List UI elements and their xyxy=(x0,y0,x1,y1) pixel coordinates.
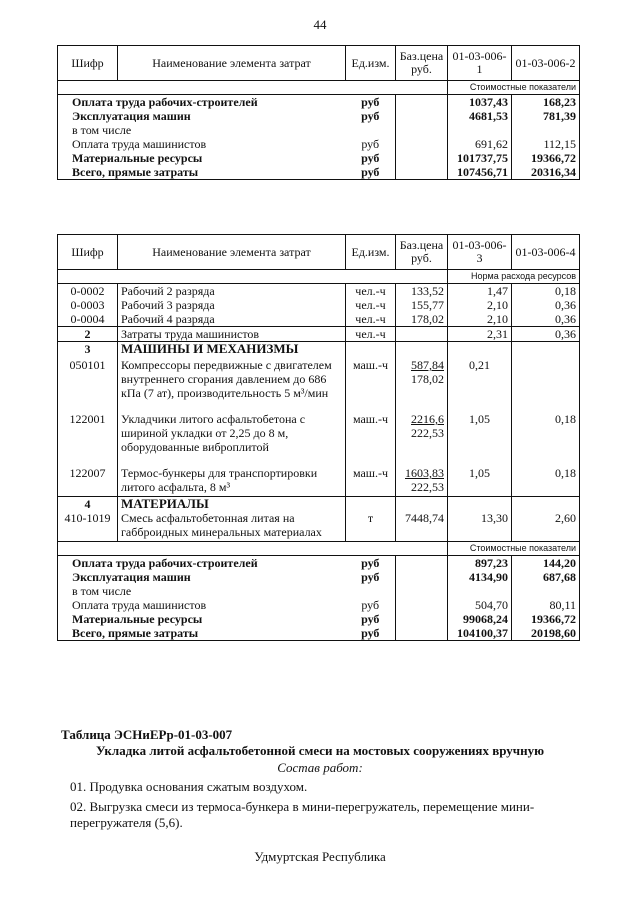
row-base-price xyxy=(396,123,448,137)
row-unit xyxy=(346,123,396,137)
work-item-2-cont: перегружателя (5,6). xyxy=(70,815,183,830)
row-base-price xyxy=(396,570,448,584)
subheader-cost: Стоимостные показатели xyxy=(448,81,580,95)
table-row xyxy=(58,497,580,512)
subheader-norm: Норма расхода ресурсов xyxy=(448,270,580,284)
row-name: Оплата труда рабочих-строителей xyxy=(58,556,346,571)
row-value-1: 0,21 xyxy=(448,356,512,402)
row-value-2: 0,18 xyxy=(512,456,580,497)
row-unit xyxy=(346,342,396,357)
row-value-2: 687,68 xyxy=(512,570,580,584)
row-value-2: 168,23 xyxy=(512,95,580,110)
row-base-price xyxy=(396,402,448,456)
row-value-1: 2,10 xyxy=(448,298,512,312)
table-row xyxy=(58,165,580,180)
header-name: Наименование элемента затрат xyxy=(118,46,346,81)
row-base-price xyxy=(396,109,448,123)
table-row xyxy=(58,109,580,123)
row-code: 2 xyxy=(58,327,118,342)
row-value-2: 0,36 xyxy=(512,298,580,312)
row-base-price xyxy=(396,151,448,165)
section-title: Укладка литой асфальтобетонной смеси на мостовых сооружениях вручную xyxy=(95,743,545,758)
row-base-price xyxy=(396,342,448,357)
row-base-price xyxy=(396,327,448,342)
row-base-price xyxy=(396,165,448,180)
table-row xyxy=(58,123,580,137)
row-unit: руб xyxy=(346,165,396,180)
price-line-2: 222,53 xyxy=(411,480,444,494)
footer-region: Удмуртская Республика xyxy=(254,849,386,864)
price-line-2: 222,53 xyxy=(411,426,444,440)
row-value-1: 1037,43 xyxy=(448,95,512,110)
price-line-1: 587,84 xyxy=(411,358,444,372)
row-code: 050101 xyxy=(58,356,118,402)
row-value-2: 20198,60 xyxy=(512,626,580,641)
table-row xyxy=(58,327,580,342)
row-base-price xyxy=(396,612,448,626)
table-row xyxy=(58,151,580,165)
row-code: 0-0003 xyxy=(58,298,118,312)
header-unit: Ед.изм. xyxy=(346,46,396,81)
row-value-2 xyxy=(512,356,580,402)
row-value-1 xyxy=(448,584,512,598)
row-name: Укладчики литого асфальтобетона с шириной укладки от 2,25 до 8 м, оборудованные виброплитой xyxy=(118,402,346,456)
row-value-1: 897,23 xyxy=(448,556,512,571)
row-value-1: 99068,24 xyxy=(448,612,512,626)
row-unit: руб xyxy=(346,598,396,612)
row-value-1: 691,62 xyxy=(448,137,512,151)
row-value-2: 19366,72 xyxy=(512,612,580,626)
row-value-2 xyxy=(512,123,580,137)
row-value-2: 781,39 xyxy=(512,109,580,123)
row-name: Оплата труда машинистов xyxy=(58,598,346,612)
row-unit: чел.-ч xyxy=(346,312,396,327)
row-code: 122001 xyxy=(58,402,118,456)
row-name: Рабочий 4 разряда xyxy=(118,312,346,327)
row-base-price xyxy=(396,456,448,497)
header-unit: Ед.изм. xyxy=(346,235,396,270)
row-unit xyxy=(346,584,396,598)
table-row xyxy=(58,95,580,110)
row-base-price: 133,52 xyxy=(396,284,448,299)
row-unit: руб xyxy=(346,137,396,151)
header-col-1: 01-03-006-1 xyxy=(448,46,512,81)
row-name: Затраты труда машинистов xyxy=(118,327,346,342)
section-name: МАШИНЫ И МЕХАНИЗМЫ xyxy=(118,342,346,357)
resource-table-2 xyxy=(57,234,580,641)
row-name: Эксплуатация машин xyxy=(58,570,346,584)
row-unit: маш.-ч xyxy=(346,456,396,497)
row-unit: чел.-ч xyxy=(346,327,396,342)
section-code: 3 xyxy=(58,342,118,357)
row-code: 122007 xyxy=(58,456,118,497)
row-name: Материальные ресурсы xyxy=(58,612,346,626)
row-value-1: 504,70 xyxy=(448,598,512,612)
row-unit xyxy=(346,497,396,512)
work-item-2: 02. Выгрузка смеси из термоса-бункера в мини-перегружатель, перемещение мини- xyxy=(70,799,535,814)
row-base-price: 7448,74 xyxy=(396,511,448,542)
row-value-1: 107456,71 xyxy=(448,165,512,180)
header-col-3: 01-03-006-3 xyxy=(448,235,512,270)
row-name: Рабочий 2 разряда xyxy=(118,284,346,299)
header-col-4: 01-03-006-4 xyxy=(512,235,580,270)
row-value-2 xyxy=(512,584,580,598)
works-heading: Состав работ: xyxy=(277,760,363,775)
row-unit: маш.-ч xyxy=(346,402,396,456)
header-base-price: Баз.цена руб. xyxy=(396,46,448,81)
row-base-price xyxy=(396,626,448,641)
subheader-spacer xyxy=(58,542,448,556)
row-name: Смесь асфальтобетонная литая на габброидных минеральных материалах xyxy=(118,511,346,542)
table-label: Таблица ЭСНиЕРр-01-03-007 xyxy=(61,727,233,742)
row-name: Всего, прямые затраты xyxy=(58,626,346,641)
section-code: 4 xyxy=(58,497,118,512)
row-unit: руб xyxy=(346,109,396,123)
row-name: Всего, прямые затраты xyxy=(58,165,346,180)
row-name: Материальные ресурсы xyxy=(58,151,346,165)
row-value-1: 104100,37 xyxy=(448,626,512,641)
row-value-2: 0,36 xyxy=(512,327,580,342)
row-value-1: 2,10 xyxy=(448,312,512,327)
row-value-1: 1,05 xyxy=(448,456,512,497)
table-row xyxy=(58,598,580,612)
row-value-1: 4681,53 xyxy=(448,109,512,123)
row-value-2: 2,60 xyxy=(512,511,580,542)
table-row xyxy=(58,570,580,584)
row-name: в том числе xyxy=(58,123,346,137)
table-row xyxy=(58,456,580,497)
table-row xyxy=(58,356,580,402)
row-base-price xyxy=(396,584,448,598)
price-line-2: 178,02 xyxy=(411,372,444,386)
row-value-1: 101737,75 xyxy=(448,151,512,165)
header-base-price: Баз.цена руб. xyxy=(396,235,448,270)
row-value-2: 0,36 xyxy=(512,312,580,327)
row-base-price xyxy=(396,598,448,612)
row-value-1 xyxy=(448,497,512,512)
table-row xyxy=(58,342,580,357)
row-code: 410-1019 xyxy=(58,511,118,542)
row-unit: т xyxy=(346,511,396,542)
row-unit: руб xyxy=(346,151,396,165)
row-base-price: 178,02 xyxy=(396,312,448,327)
row-value-1: 2,31 xyxy=(448,327,512,342)
row-name: Термос-бункеры для транспортировки литого асфальта, 8 м³ xyxy=(118,456,346,497)
row-value-1: 13,30 xyxy=(448,511,512,542)
row-name: Компрессоры передвижные с двигателем внутреннего сгорания давлением до 686 кПа (7 ат), производительность 5 м³/мин xyxy=(118,356,346,402)
row-unit: чел.-ч xyxy=(346,298,396,312)
cost-table-1 xyxy=(57,45,580,180)
row-value-1 xyxy=(448,123,512,137)
table-row xyxy=(58,556,580,571)
row-base-price: 155,77 xyxy=(396,298,448,312)
table-row xyxy=(58,626,580,641)
row-unit: руб xyxy=(346,612,396,626)
row-value-2: 112,15 xyxy=(512,137,580,151)
table-row xyxy=(58,284,580,299)
row-base-price xyxy=(396,356,448,402)
row-value-1: 1,05 xyxy=(448,402,512,456)
row-base-price xyxy=(396,95,448,110)
row-unit: маш.-ч xyxy=(346,356,396,402)
page-number: 44 xyxy=(313,17,327,32)
header-col-2: 01-03-006-2 xyxy=(512,46,580,81)
row-name: Оплата труда машинистов xyxy=(58,137,346,151)
section-name: МАТЕРИАЛЫ xyxy=(118,497,346,512)
row-value-1: 4134,90 xyxy=(448,570,512,584)
row-value-1: 1,47 xyxy=(448,284,512,299)
row-name: Эксплуатация машин xyxy=(58,109,346,123)
row-value-1 xyxy=(448,342,512,357)
table-row xyxy=(58,312,580,327)
price-line-1: 2216,6 xyxy=(411,412,444,426)
subheader-cost: Стоимостные показатели xyxy=(448,542,580,556)
row-unit: руб xyxy=(346,95,396,110)
table-row xyxy=(58,137,580,151)
row-code: 0-0002 xyxy=(58,284,118,299)
row-value-2 xyxy=(512,497,580,512)
price-line-1: 1603,83 xyxy=(405,466,444,480)
row-base-price xyxy=(396,137,448,151)
table-row xyxy=(58,402,580,456)
row-name: в том числе xyxy=(58,584,346,598)
row-unit: руб xyxy=(346,570,396,584)
row-code: 0-0004 xyxy=(58,312,118,327)
header-code: Шифр xyxy=(58,46,118,81)
row-unit: чел.-ч xyxy=(346,284,396,299)
row-unit: руб xyxy=(346,556,396,571)
row-value-2 xyxy=(512,342,580,357)
row-value-2: 20316,34 xyxy=(512,165,580,180)
table-row xyxy=(58,298,580,312)
row-value-2: 144,20 xyxy=(512,556,580,571)
work-item-1: 01. Продувка основания сжатым воздухом. xyxy=(70,779,308,794)
row-base-price xyxy=(396,556,448,571)
row-base-price xyxy=(396,497,448,512)
table-row xyxy=(58,584,580,598)
row-name: Оплата труда рабочих-строителей xyxy=(58,95,346,110)
header-name: Наименование элемента затрат xyxy=(118,235,346,270)
row-unit: руб xyxy=(346,626,396,641)
table-row xyxy=(58,511,580,542)
row-value-2: 0,18 xyxy=(512,284,580,299)
header-code: Шифр xyxy=(58,235,118,270)
row-name: Рабочий 3 разряда xyxy=(118,298,346,312)
row-value-2: 0,18 xyxy=(512,402,580,456)
row-value-2: 19366,72 xyxy=(512,151,580,165)
row-value-2: 80,11 xyxy=(512,598,580,612)
table-row xyxy=(58,612,580,626)
